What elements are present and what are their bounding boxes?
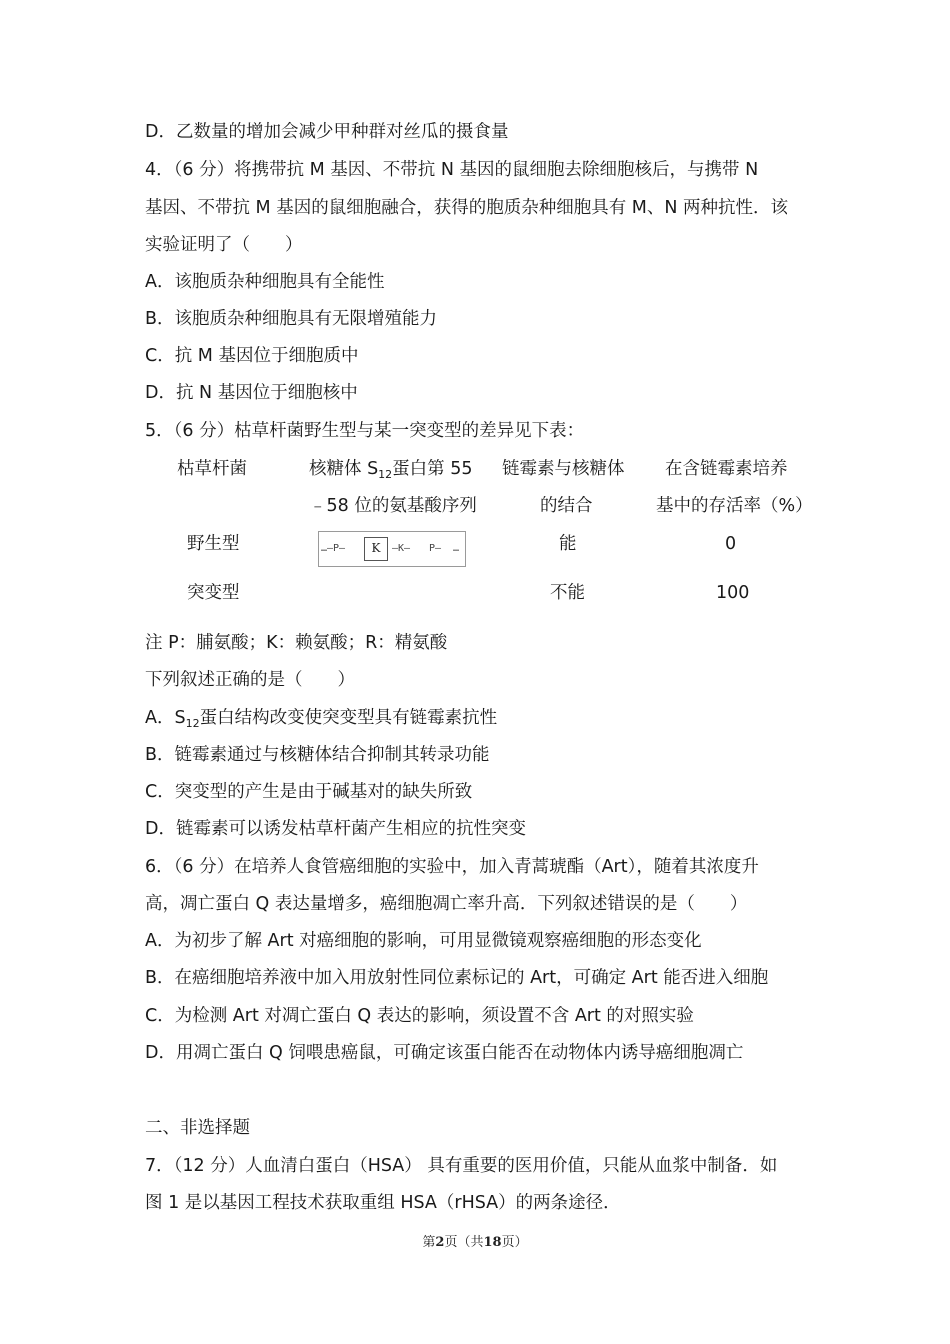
row-mutant-rate: 100 (716, 583, 750, 603)
q7-stem-line1: 7．（12 分）人血清白蛋白（HSA） 具有重要的医用价值，只能从血浆中制备．如 (145, 1156, 778, 1176)
table-header-survival: 在含链霉素培养 (665, 459, 788, 479)
seq-mid: –K– (392, 543, 411, 554)
seq-right: … (453, 543, 460, 554)
footer-page: 2 (435, 1235, 445, 1250)
q6-option-a: A．为初步了解 Art 对癌细胞的影响，可用显微镜观察癌细胞的形态变化 (145, 931, 702, 951)
q4-option-a: A．该胞质杂种细胞具有全能性 (145, 272, 385, 292)
table-header-binding-line2: 的结合 (540, 496, 593, 516)
q6-stem-line1: 6．（6 分）在培养人食管癌细胞的实验中，加入青蒿琥酯（Art），随着其浓度升 (145, 857, 759, 877)
q4-stem-line3: 实验证明了（ ） (145, 235, 303, 255)
seq-p: P– (429, 543, 442, 554)
section-heading: 二、非选择题 (145, 1118, 250, 1138)
q4-option-d: D．抗 N 基因位于细胞核中 (145, 383, 358, 403)
q5-note: 注 P：脯氨酸；K：赖氨酸；R：精氨酸 (145, 633, 448, 653)
q5-option-d: D．链霉素可以诱发枯草杆菌产生相应的抗性突变 (145, 819, 526, 839)
q5-option-a (145, 706, 497, 730)
table-header-survival-line2: 基中的存活率（%） (656, 496, 813, 516)
footer-pre: 第 (422, 1235, 436, 1250)
header-seq-post: 蛋白第 55 (392, 459, 473, 479)
q4-stem-line2: 基因、不带抗 M 基因的鼠细胞融合，获得的胞质杂种细胞具有 M、N 两种抗性．该 (145, 198, 789, 218)
page-footer (0, 1231, 950, 1250)
row-wildtype-binding: 能 (559, 534, 577, 554)
q6-option-c: C．为检测 Art 对凋亡蛋白 Q 表达的影响，须设置不含 Art 的对照实验 (145, 1006, 694, 1026)
table-header-sequence-line2: ﹣58 位的氨基酸序列 (309, 496, 477, 516)
q4-option-c: C．抗 M 基因位于细胞质中 (145, 346, 359, 366)
row-wildtype-rate: 0 (725, 534, 737, 554)
q5-stem: 5．（6 分）枯草杆菌野生型与某一突变型的差异见下表： (145, 421, 585, 441)
q6-option-b: B．在癌细胞培养液中加入用放射性同位素标记的 Art，可确定 Art 能否进入细胞 (145, 968, 769, 988)
amino-acid-sequence-figure (318, 531, 466, 567)
header-seq-pre: 核糖体 S (309, 459, 379, 479)
q3-option-d: D．乙数量的增加会减少甲种群对丝瓜的摄食量 (145, 122, 509, 142)
seq-k-box: K (364, 537, 388, 561)
q6-stem-line2: 高，凋亡蛋白 Q 表达量增多，癌细胞凋亡率升高．下列叙述错误的是（ ） (145, 894, 748, 914)
table-header-sequence (309, 457, 473, 481)
q7-stem-line2: 图 1 是以基因工程技术获取重组 HSA（rHSA）的两条途径． (145, 1193, 621, 1213)
q5-a-pre: A．S (145, 708, 186, 728)
q4-option-b: B．该胞质杂种细胞具有无限增殖能力 (145, 309, 438, 329)
row-mutant-binding: 不能 (550, 583, 585, 603)
footer-post: 页） (501, 1235, 528, 1250)
q4-stem-line1: 4．（6 分）将携带抗 M 基因、不带抗 N 基因的鼠细胞去除细胞核后，与携带 N (145, 160, 759, 180)
seq-left: …–P– (321, 543, 346, 554)
table-header-binding: 链霉素与核糖体 (502, 459, 625, 479)
q5-a-sub: 12 (185, 717, 200, 730)
row-wildtype-name: 野生型 (187, 534, 240, 554)
q5-ask: 下列叙述正确的是（ ） (145, 670, 355, 690)
table-header-strain: 枯草杆菌 (177, 459, 247, 479)
q5-option-c: C．突变型的产生是由于碱基对的缺失所致 (145, 782, 473, 802)
row-mutant-name: 突变型 (187, 583, 240, 603)
q5-a-post: 蛋白结构改变使突变型具有链霉素抗性 (199, 708, 498, 728)
footer-total: 18 (483, 1235, 502, 1250)
q5-option-b: B．链霉素通过与核糖体结合抑制其转录功能 (145, 745, 490, 765)
q6-option-d: D．用凋亡蛋白 Q 饲喂患癌鼠，可确定该蛋白能否在动物体内诱导癌细胞凋亡 (145, 1043, 744, 1063)
footer-mid: 页（共 (444, 1235, 484, 1250)
header-seq-sub: 12 (378, 468, 393, 481)
